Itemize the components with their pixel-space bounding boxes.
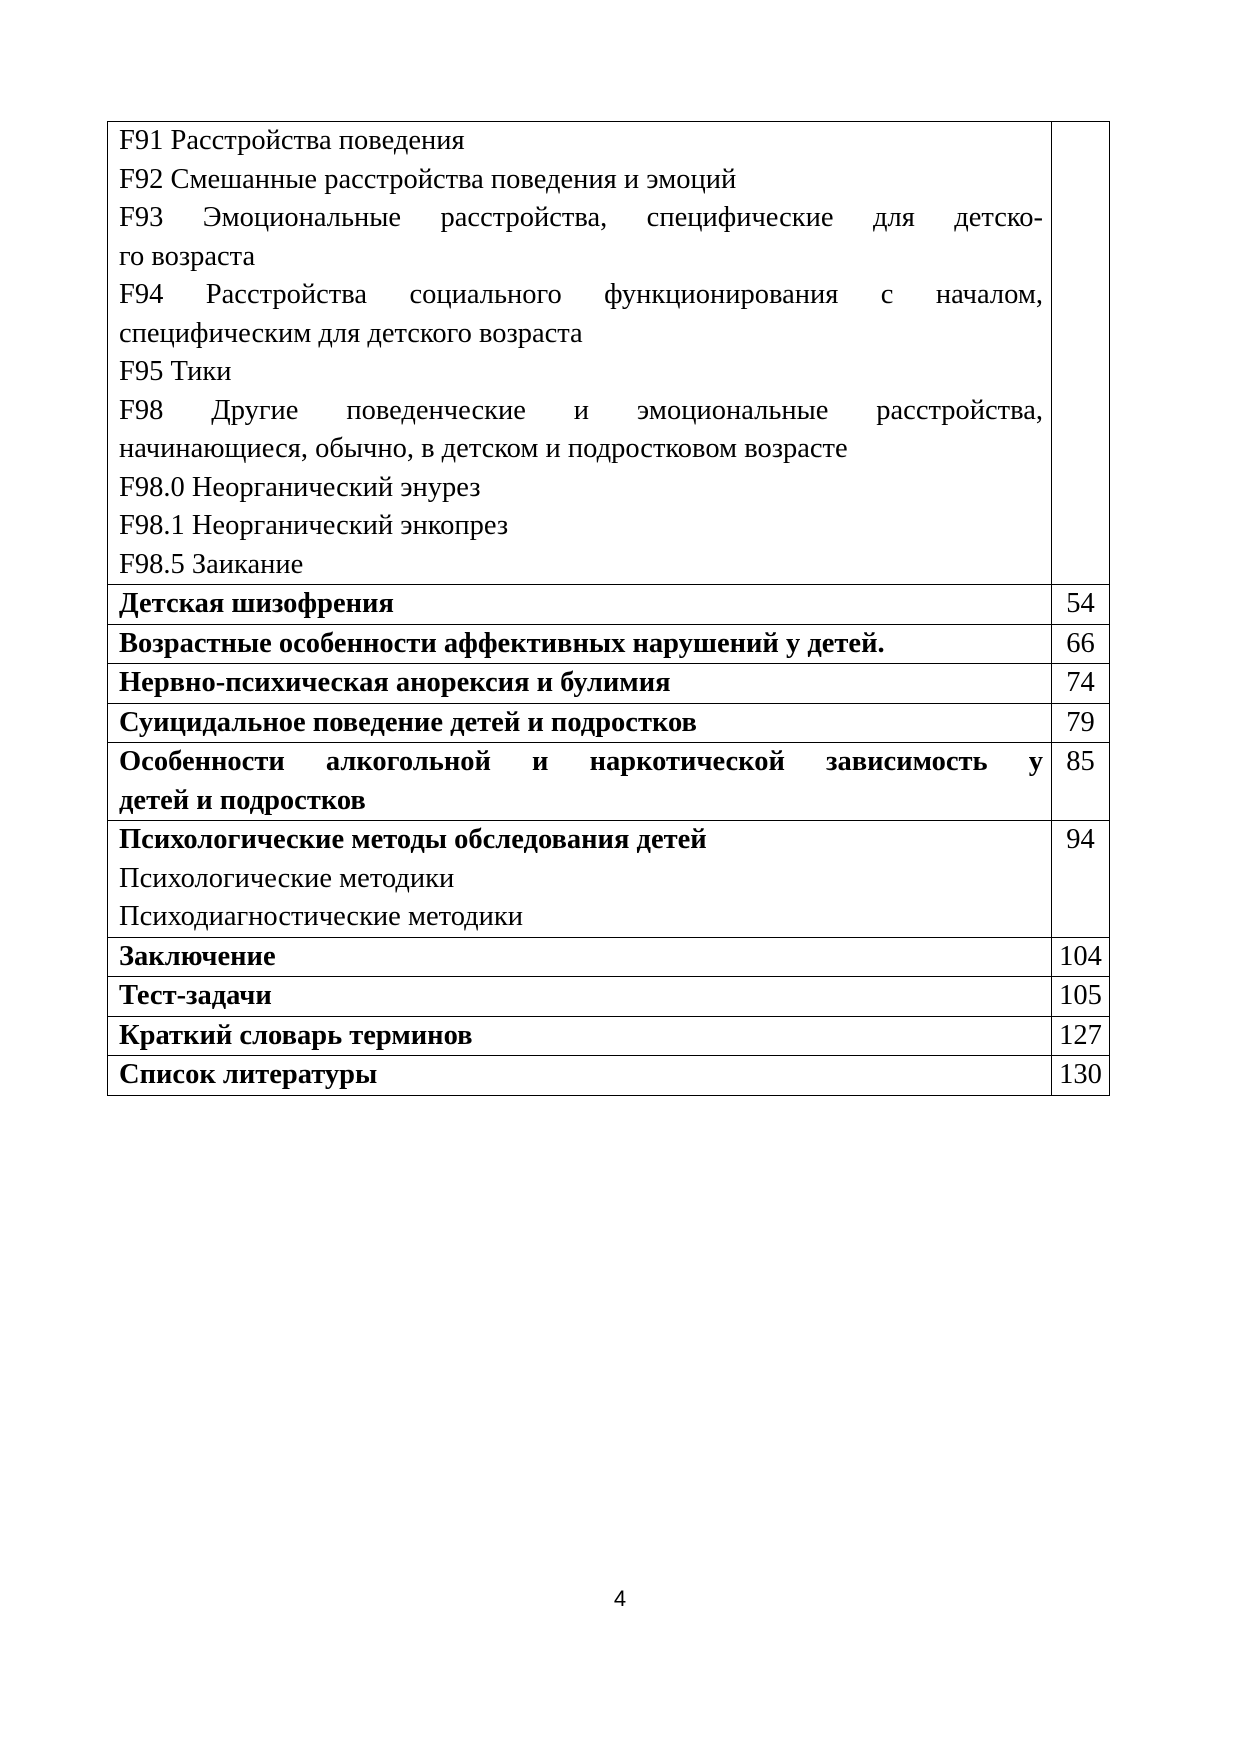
toc-title-cell — [108, 664, 1052, 704]
toc-page-number: 74 — [1052, 664, 1110, 704]
toc-row — [108, 624, 1110, 664]
toc-subentry: Психодиагностические методики — [119, 901, 523, 932]
toc-row — [108, 664, 1110, 704]
toc-subsection-line: F93 Эмоциональные расстройства, специфические для детско- — [119, 202, 1043, 233]
toc-title-cell — [108, 624, 1052, 664]
toc-row — [108, 703, 1110, 743]
toc-entry-title: Нервно-психическая анорексия и булимия — [119, 667, 671, 698]
toc-subsection-line: начинающиеся, обычно, в детском и подростковом возрасте — [119, 433, 848, 464]
toc-entry-title: Особенности алкогольной и наркотической зависимость у — [119, 746, 1043, 777]
toc-subsection-line: F98.5 Заикание — [119, 548, 304, 580]
toc-subsection-line: F98 Другие поведенческие и эмоциональные расстройства, — [119, 394, 1043, 426]
toc-entry-title: Суицидальное поведение детей и подростков — [119, 706, 697, 738]
toc-subsection-line: F91 Расстройства поведения — [119, 125, 465, 156]
toc-subsection-line: F95 Тики — [119, 356, 232, 387]
toc-subsection-line: F98.0 Неорганический энурез — [119, 471, 481, 503]
toc-title-cell — [108, 743, 1052, 821]
toc-page-number: 85 — [1052, 743, 1110, 821]
toc-title-cell — [108, 977, 1052, 1017]
toc-page-number: 127 — [1052, 1016, 1110, 1056]
toc-entry-title: Психологические методы обследования детей — [119, 824, 707, 855]
toc-title-cell — [108, 703, 1052, 743]
toc-subsection-line: специфическим для детского возраста — [119, 317, 583, 349]
toc-subsection-line: F94 Расстройства социального функционирования с началом, — [119, 279, 1043, 310]
toc-title-cell — [108, 1056, 1052, 1096]
toc-page-number: 54 — [1052, 585, 1110, 625]
toc-row — [108, 1016, 1110, 1056]
toc-title-cell — [108, 122, 1052, 585]
page-number: 4 — [613, 1586, 627, 1611]
toc-entry-title: Краткий словарь терминов — [119, 1019, 473, 1051]
toc-subsection-line: F92 Смешанные расстройства поведения и эмоций — [119, 163, 737, 195]
toc-title-cell — [108, 937, 1052, 977]
toc-page-number: 66 — [1052, 624, 1110, 664]
toc-row — [108, 821, 1110, 938]
toc-page-number: 130 — [1052, 1056, 1110, 1096]
toc-entry-title: Детская шизофрения — [119, 588, 394, 619]
toc-page-number: 104 — [1052, 937, 1110, 977]
toc-subentry: Психологические методики — [119, 862, 455, 894]
toc-page-number: 105 — [1052, 977, 1110, 1017]
toc-page-number: 94 — [1052, 821, 1110, 938]
toc-row-subsections — [108, 122, 1110, 585]
toc-page-number — [1052, 122, 1110, 585]
toc-row — [108, 977, 1110, 1017]
toc-entry-title: детей и подростков — [119, 784, 366, 816]
toc-title-cell — [108, 821, 1052, 938]
toc-row — [108, 1056, 1110, 1096]
toc-entry-title: Возрастные особенности аффективных нарушений у детей. — [119, 627, 885, 659]
toc-subsection-line: го возраста — [119, 240, 256, 272]
toc-row — [108, 585, 1110, 625]
toc-entry-title: Список литературы — [119, 1059, 378, 1090]
toc-page-number: 79 — [1052, 703, 1110, 743]
toc-title-cell — [108, 585, 1052, 625]
toc-entry-title: Тест-задачи — [119, 980, 272, 1011]
toc-row — [108, 937, 1110, 977]
toc-row — [108, 743, 1110, 821]
table-of-contents — [107, 121, 1110, 1096]
toc-subsection-line: F98.1 Неорганический энкопрез — [119, 510, 509, 541]
toc-entry-title: Заключение — [119, 940, 276, 972]
toc-title-cell — [108, 1016, 1052, 1056]
